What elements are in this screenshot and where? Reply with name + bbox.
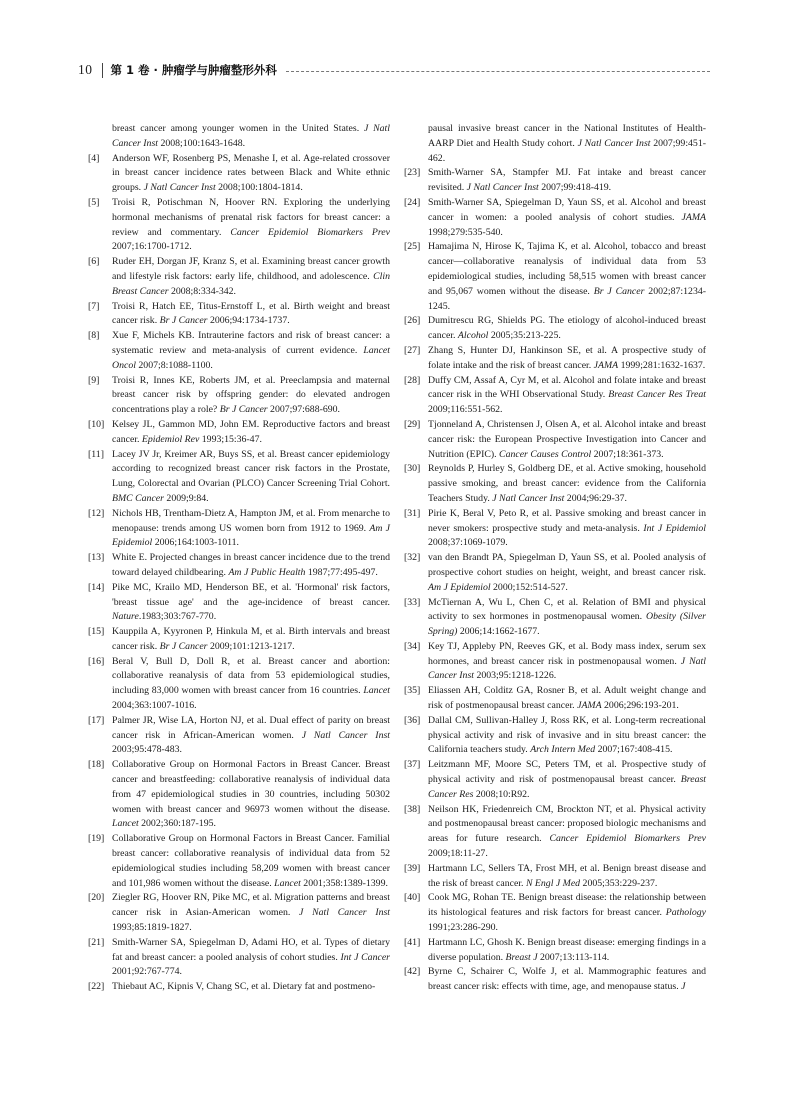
- reference-number: [4]: [88, 152, 100, 164]
- reference-number: [30]: [404, 463, 421, 475]
- page-number: 10: [78, 62, 93, 77]
- references-content: [88, 122, 706, 995]
- reference-item: [24] Smith-Warner SA, Spiegelman D, Yaun SS, et al. Alcohol and breast cancer in women: a pooled analysis of cohort studies. JAMA 1998;279:535-540.: [404, 196, 706, 238]
- reference-item: [38] Neilson HK, Friedenreich CM, Brockton NT, et al. Physical activity and postmenopausal breast cancer: proposed biologic mechanisms and areas for future research. Cancer Epidemiol Biomarkers Prev 2009;18:11-27.: [404, 803, 707, 860]
- reference-number: [24]: [404, 196, 421, 208]
- reference-number: [8]: [88, 330, 100, 342]
- reference-item: [18] Collaborative Group on Hormonal Factors in Breast Cancer. Breast cancer and breastfeeding: collaborative reanalysis of individual data from 47 epidemiological studies in 30 countries, including 50302 women with breast cancer and 96973 women without the disease. Lancet 2002;360:187-195.: [88, 759, 390, 830]
- reference-number: [25]: [404, 241, 421, 253]
- reference-number: [28]: [404, 374, 421, 386]
- reference-item: [15] Kauppila A, Kyyronen P, Hinkula M, et al. Birth intervals and breast cancer risk. Br J Cancer 2009;101:1213-1217.: [88, 626, 390, 652]
- reference-item: [10] Kelsey JL, Gammon MD, John EM. Reproductive factors and breast cancer. Epidemiol Rev 1993;15:36-47.: [88, 418, 390, 445]
- reference-item: [31] Pirie K, Beral V, Peto R, et al. Passive smoking and breast cancer in never smokers: prospective study and meta-analysis. Int J Epidemiol 2008;37:1069-1079.: [404, 507, 707, 549]
- volume-title: 第 1 卷 · 肿瘤学与肿瘤整形外科: [110, 63, 277, 77]
- reference-number: [27]: [404, 344, 421, 356]
- reference-number: [38]: [404, 803, 421, 815]
- reference-number: [14]: [88, 581, 105, 593]
- reference-carryover: pausal invasive breast cancer in the National Institutes of Health-AARP Diet and Health Study cohort. J Natl Cancer Inst 2007;99:451-462.: [428, 123, 706, 164]
- reference-item: [25] Hamajima N, Hirose K, Tajima K, et al. Alcohol, tobacco and breast cancer—collaborative reanalysis of individual data from 53 epidemiological studies, including 58,515 women with breast cancer and 95,067 women without the disease. Br J Cancer 2002;87:1234-1245.: [404, 241, 707, 312]
- reference-item: [23] Smith-Warner SA, Stampfer MJ. Fat intake and breast cancer revisited. J Natl Cancer Inst 2007;99:418-419.: [404, 167, 706, 194]
- reference-item: [12] Nichols HB, Trentham-Dietz A, Hampton JM, et al. From menarche to menopause: trends among US women born from 1912 to 1969. Am J Epidemiol 2006;164:1003-1011.: [88, 507, 391, 549]
- reference-number: [21]: [88, 936, 105, 948]
- reference-carryover: breast cancer among younger women in the United States. J Natl Cancer Inst 2008;100:1643-1648.: [112, 123, 390, 149]
- reference-item: [21] Smith-Warner SA, Spiegelman D, Adami HO, et al. Types of dietary fat and breast cancer: a pooled analysis of cohort studies. Int J Cancer 2001;92:767-774.: [88, 936, 390, 978]
- reference-item: [11] Lacey JV Jr, Kreimer AR, Buys SS, et al. Breast cancer epidemiology according to recognized breast cancer risk factors in the Prostate, Lung, Colorectal and Ovarian (PLCO) Cancer Screening Trial Cohort. BMC Cancer 2009;9:84.: [88, 448, 390, 504]
- reference-item: [37] Leitzmann MF, Moore SC, Peters TM, et al. Prospective study of physical activity and risk of postmenopausal breast cancer. Breast Cancer Res 2008;10:R92.: [404, 759, 706, 800]
- column-right: [404, 122, 706, 995]
- reference-number: [13]: [88, 552, 105, 564]
- reference-number: [26]: [404, 315, 421, 327]
- page-header: [78, 60, 710, 80]
- reference-item: [20] Ziegler RG, Hoover RN, Pike MC, et al. Migration patterns and breast cancer risk in Asian-American women. J Natl Cancer Inst 1993;85:1819-1827.: [88, 892, 391, 934]
- reference-number: [41]: [404, 936, 421, 948]
- reference-item: [32] van den Brandt PA, Spiegelman D, Yaun SS, et al. Pooled analysis of prospective cohort studies on height, weight, and breast cancer risk. Am J Epidemiol 2000;152:514-527.: [404, 552, 706, 593]
- reference-number: [23]: [404, 167, 421, 179]
- reference-item: [5] Troisi R, Potischman N, Hoover RN. Exploring the underlying hormonal mechanisms of prenatal risk factors for breast cancer: a review and commentary. Cancer Epidemiol Biomarkers Prev 2007;16:1700-1712.: [88, 196, 390, 253]
- reference-item: [30] Reynolds P, Hurley S, Goldberg DE, et al. Active smoking, household passive smoking, and breast cancer: evidence from the California Teachers Study. J Natl Cancer Inst 2004;96:29-37.: [404, 463, 706, 504]
- reference-item: [39] Hartmann LC, Sellers TA, Frost MH, et al. Benign breast disease and the risk of breast cancer. N Engl J Med 2005;353:229-237.: [404, 862, 706, 889]
- reference-number: [37]: [404, 759, 421, 771]
- reference-number: [42]: [404, 966, 421, 978]
- reference-number: [5]: [88, 196, 100, 208]
- reference-number: [35]: [404, 685, 421, 697]
- reference-number: [18]: [88, 759, 105, 771]
- reference-number: [19]: [88, 833, 105, 845]
- reference-item: [4] Anderson WF, Rosenberg PS, Menashe I, et al. Age-related crossover in breast cancer incidence rates between Black and White ethnic groups. J Natl Cancer Inst 2008;100:1804-1814.: [88, 152, 390, 194]
- reference-number: [29]: [404, 418, 421, 430]
- reference-number: [11]: [88, 448, 104, 460]
- reference-item: [34] Key TJ, Appleby PN, Reeves GK, et al. Body mass index, serum sex hormones, and breast cancer risk in postmenopausal women. J Natl Cancer Inst 2003;95:1218-1226.: [404, 640, 706, 682]
- reference-item: [13] White E. Projected changes in breast cancer incidence due to the trend toward delayed childbearing. Am J Public Health 1987;77:495-497.: [88, 552, 390, 578]
- column-left: [88, 122, 390, 995]
- reference-item: [22] Thiebaut AC, Kipnis V, Chang SC, et al. Dietary fat and postmeno-: [88, 980, 390, 995]
- reference-number: [16]: [88, 655, 105, 667]
- reference-item: [28] Duffy CM, Assaf A, Cyr M, et al. Alcohol and folate intake and breast cancer risk in the WHI Observational Study. Breast Cancer Res Treat 2009;116:551-562.: [404, 374, 706, 416]
- reference-item: [9] Troisi R, Innes KE, Roberts JM, et al. Preeclampsia and maternal breast cancer risk by offspring gender: do elevated androgen concentrations play a role? Br J Cancer 2007;97:688-690.: [88, 374, 390, 416]
- reference-number: [39]: [404, 862, 421, 874]
- reference-number: [17]: [88, 714, 105, 726]
- reference-item: [35] Eliassen AH, Colditz GA, Rosner B, et al. Adult weight change and risk of postmenopausal breast cancer. JAMA 2006;296:193-201.: [404, 685, 706, 712]
- reference-number: [22]: [88, 981, 105, 993]
- reference-item: [27] Zhang S, Hunter DJ, Hankinson SE, et al. A prospective study of folate intake and the risk of breast cancer. JAMA 1999;281:1632-1637.: [404, 344, 706, 371]
- reference-item: [19] Collaborative Group on Hormonal Factors in Breast Cancer. Familial breast cancer: collaborative reanalysis of individual data from 52 epidemiological studies including 58,209 women with breast cancer and 101,986 women without the disease. Lancet 2001;358:1389-1399.: [88, 833, 390, 889]
- reference-item: [7] Troisi R, Hatch EE, Titus-Ernstoff L, et al. Birth weight and breast cancer risk. Br J Cancer 2006;94:1734-1737.: [88, 300, 390, 327]
- reference-item: [14] Pike MC, Krailo MD, Henderson BE, et al. 'Hormonal' risk factors, 'breast tissue age' and the age-incidence of breast cancer. Nature.1983;303:767-770.: [88, 581, 390, 623]
- reference-item: [17] Palmer JR, Wise LA, Horton NJ, et al. Dual effect of parity on breast cancer risk in African-American women. J Natl Cancer Inst 2003;95:478-483.: [88, 714, 391, 756]
- reference-item: [41] Hartmann LC, Ghosh K. Benign breast disease: emerging findings in a diverse population. Breast J 2007;13:113-114.: [404, 936, 706, 963]
- reference-number: [7]: [88, 300, 100, 312]
- reference-number: [12]: [88, 507, 105, 519]
- header-dashed-rule: [286, 71, 710, 72]
- reference-number: [6]: [88, 256, 100, 268]
- reference-number: [31]: [404, 507, 421, 519]
- reference-number: [40]: [404, 892, 421, 904]
- reference-item: [8] Xue F, Michels KB. Intrauterine factors and risk of breast cancer: a systematic review and meta-analysis of current evidence. Lancet Oncol 2007;8:1088-1100.: [88, 330, 390, 371]
- reference-number: [20]: [88, 892, 105, 904]
- reference-number: [34]: [404, 640, 421, 652]
- reference-number: [9]: [88, 374, 100, 386]
- reference-number: [15]: [88, 626, 105, 638]
- reference-number: [32]: [404, 552, 421, 564]
- reference-item: [16] Beral V, Bull D, Doll R, et al. Breast cancer and abortion: collaborative reanalysis of data from 53 epidemiological studies, including 83,000 women with breast cancer from 16 countries. Lancet 2004;363:1007-1016.: [88, 655, 390, 712]
- header-divider: [102, 63, 103, 78]
- reference-item: [6] Ruder EH, Dorgan JF, Kranz S, et al. Examining breast cancer growth and lifestyle risk factors: early life, childhood, and adolescence. Clin Breast Cancer 2008;8:334-342.: [88, 256, 390, 297]
- reference-number: [33]: [404, 596, 421, 608]
- reference-item: [33] McTiernan A, Wu L, Chen C, et al. Relation of BMI and physical activity to sex hormones in postmenopausal women. Obesity (Silver Spring) 2006;14:1662-1677.: [404, 596, 706, 638]
- reference-number: [36]: [404, 714, 421, 726]
- reference-item: [40] Cook MG, Rohan TE. Benign breast disease: the relationship between its histological features and risk factors for breast cancer. Pathology 1991;23:286-290.: [404, 892, 706, 934]
- reference-item: [36] Dallal CM, Sullivan-Halley J, Ross RK, et al. Long-term recreational physical activity and risk of invasive and in situ breast cancer: the California teachers study. Arch Intern Med 2007;167:408-415.: [404, 714, 706, 756]
- reference-item: [26] Dumitrescu RG, Shields PG. The etiology of alcohol-induced breast cancer. Alcohol 2005;35:213-225.: [404, 315, 706, 342]
- reference-number: [10]: [88, 418, 105, 430]
- reference-item: [29] Tjonneland A, Christensen J, Olsen A, et al. Alcohol intake and breast cancer risk: the European Prospective Investigation into Cancer and Nutrition (EPIC). Cancer Causes Control 2007;18:361-373.: [404, 418, 706, 460]
- reference-item: [42] Byrne C, Schairer C, Wolfe J, et al. Mammographic features and breast cancer risk: effects with time, age, and menopause status. J: [404, 966, 706, 993]
